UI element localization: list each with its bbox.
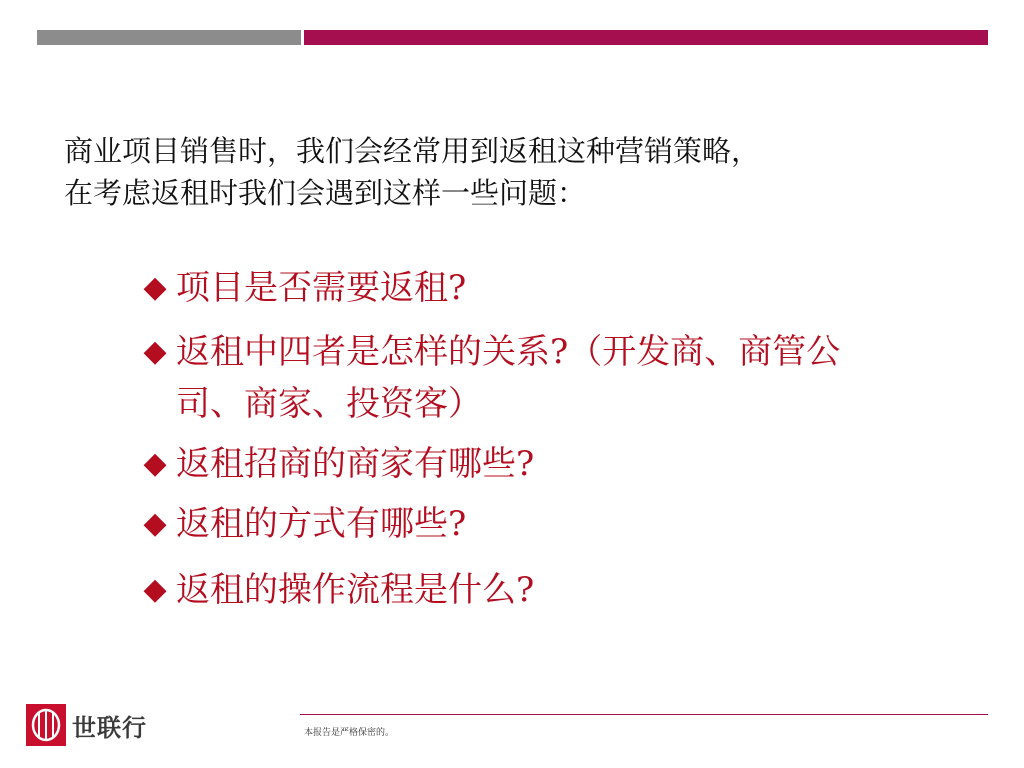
question-list	[138, 262, 898, 616]
list-item	[138, 564, 898, 616]
intro-line-1: 商业项目销售时，我们会经常用到返租这种营销策略，	[64, 134, 761, 168]
header-bar-gray	[37, 30, 301, 45]
diamond-bullet-icon: ◆	[143, 334, 167, 369]
list-item	[138, 438, 898, 490]
question-text: 返租招商的商家有哪些?	[176, 444, 535, 484]
diamond-bullet-icon: ◆	[143, 572, 167, 607]
diamond-bullet-icon: ◆	[143, 270, 167, 305]
diamond-bullet-icon: ◆	[143, 506, 167, 541]
list-item	[138, 326, 898, 430]
logo-mark-icon	[26, 704, 66, 746]
intro-line-2: 在考虑返租时我们会遇到这样一些问题：	[64, 176, 587, 210]
logo-emblem-icon	[29, 707, 63, 743]
confidential-note: 本报告是严格保密的。	[304, 728, 395, 738]
list-item	[138, 498, 898, 550]
question-text: 返租的操作流程是什么?	[176, 570, 535, 610]
intro-text	[64, 130, 964, 214]
header-bar-accent	[304, 30, 988, 45]
question-text: 项目是否需要返租?	[176, 268, 467, 308]
diamond-bullet-icon: ◆	[143, 446, 167, 481]
logo-text: 世联行	[72, 713, 147, 742]
footer-divider	[300, 714, 988, 715]
company-logo	[26, 703, 147, 747]
list-item	[138, 262, 898, 314]
question-text: 返租中四者是怎样的关系?（开发商、商管公司、商家、投资客）	[176, 332, 841, 424]
question-text: 返租的方式有哪些?	[176, 504, 467, 544]
